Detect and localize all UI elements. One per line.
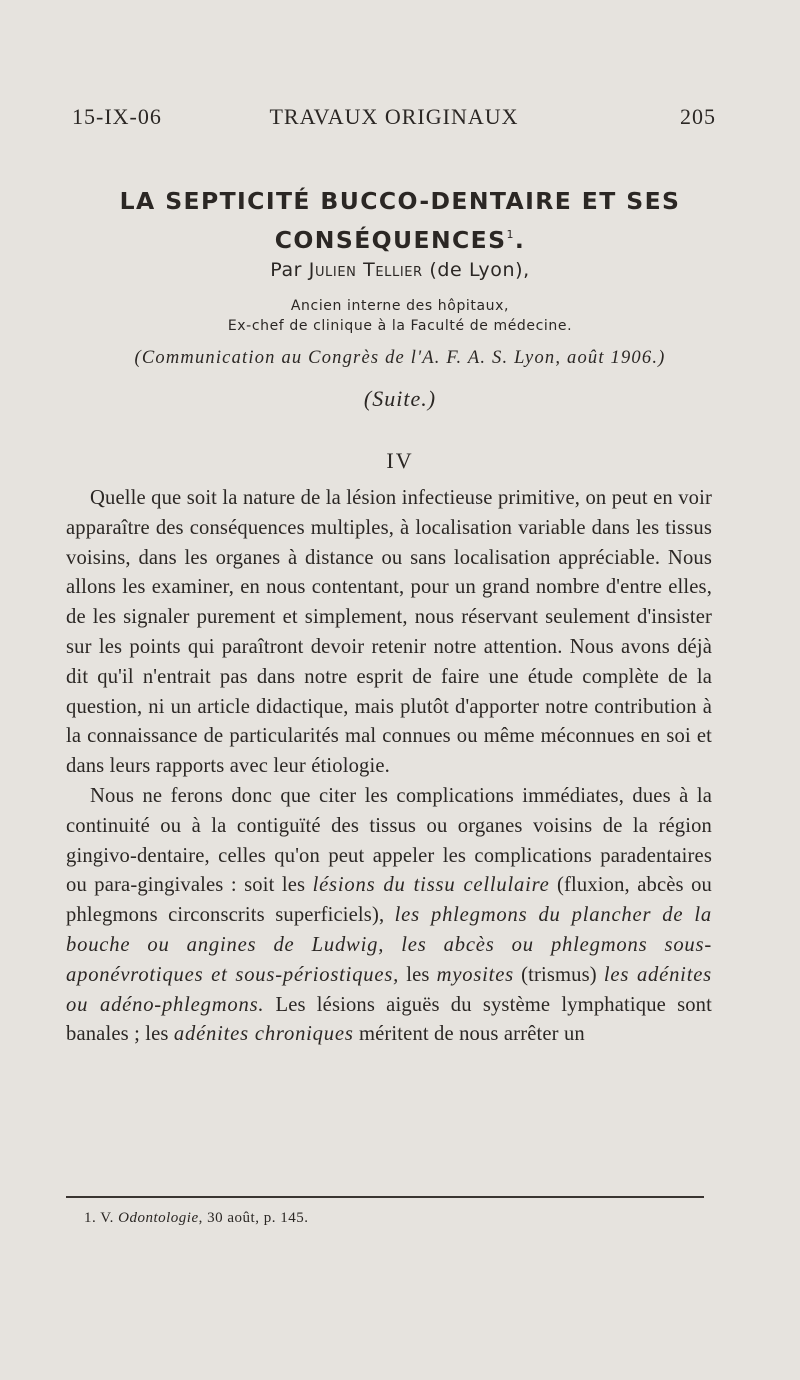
- author-line: [60, 259, 740, 281]
- italic-phrase-3: myosites: [436, 963, 514, 986]
- paragraph-2-text-e: Les lésions aiguës du système lymphatique sont banales ; les: [66, 993, 712, 1046]
- article-title-line2: [60, 218, 740, 257]
- page-number: 205: [680, 104, 716, 129]
- title-footnote-mark: 1: [506, 228, 515, 241]
- paragraph-2-text-d: (trismus): [513, 963, 604, 986]
- running-head-section: TRAVAUX ORIGINAUX: [269, 104, 519, 129]
- article-body: [66, 484, 712, 1050]
- article-title-line2-text: CONSÉQUENCES: [274, 226, 507, 254]
- communication-note: (Communication au Congrès de l'A. F. A. S. Lyon, août 1906.): [134, 348, 666, 368]
- footnote: [84, 1210, 308, 1227]
- author-name: Julien Tellier: [308, 259, 423, 281]
- author-affiliation-2: Ex-chef de clinique à la Faculté de médecine.: [227, 318, 573, 334]
- section-heading: IV: [386, 448, 414, 473]
- paragraph-1: Quelle que soit la nature de la lésion infectieuse primitive, on peut en voir apparaître des conséquences multiples, à localisation variable dans les tissus voisins, dans les organes à distance ou sans localisation appréciable. Nous allons les examiner, en nous contentant, pour un grand nombre d'entre elles, de les signaler purement et simplement, nous réservant seulement d'insister sur les points qui paraîtront devoir retenir notre attention. Nous avons déjà dit qu'il n'entrait pas dans notre esprit de faire une étude complète de la question, ni un article didactique, mais plutôt d'apporter notre contribution à la connaissance de particularités mal connues ou même méconnues en soi et dans leurs rapports avec leur étiologie.: [66, 487, 712, 778]
- continuation-note: (Suite.): [363, 386, 437, 411]
- footnote-divider: [66, 1196, 704, 1198]
- title-period: .: [514, 226, 526, 254]
- footnote-journal: Odontologie: [118, 1210, 199, 1226]
- article-title: [60, 184, 740, 257]
- author-prefix: Par: [270, 259, 303, 281]
- article-title-line1: LA SEPTICITÉ BUCCO-DENTAIRE ET SES: [119, 187, 681, 215]
- paragraph-2-text-c: les: [399, 963, 437, 986]
- paragraph-2-text-a: Nous ne ferons donc que citer les complications immédiates, dues à la continuité ou à la contiguïté des tissus ou organes voisins de la région gingivo-dentaire, celles qu'on peut appeler les complications paradentaires ou para-gingivales : soit les: [66, 784, 712, 897]
- footnote-text-a: V.: [100, 1210, 119, 1226]
- paragraph-2-text-b: (fluxion, abcès ou phlegmons circonscrits superficiels),: [66, 874, 712, 927]
- author-suffix: (de Lyon),: [429, 259, 530, 281]
- italic-phrase-2: les phlegmons du plancher de la bouche ou angines de Ludwig, les abcès ou phlegmons sous-aponévrotiques et sous-périostiques,: [66, 904, 713, 986]
- author-affiliation-1: Ancien interne des hôpitaux,: [290, 298, 510, 314]
- footnote-text-b: , 30 août, p. 145.: [198, 1210, 309, 1226]
- footnote-mark: 1.: [84, 1210, 97, 1226]
- paragraph-2-text-f: méritent de nous arrêter un: [353, 1023, 585, 1046]
- italic-phrase-4: les adénites ou adéno-phlegmons.: [66, 963, 712, 1016]
- running-head-date: 15-IX-06: [72, 104, 162, 129]
- running-head: [72, 104, 716, 138]
- paragraph-2: [66, 782, 712, 1050]
- italic-phrase-5: adénites chroniques: [173, 1023, 354, 1046]
- italic-phrase-1: lésions du tissu cellulaire: [312, 874, 550, 897]
